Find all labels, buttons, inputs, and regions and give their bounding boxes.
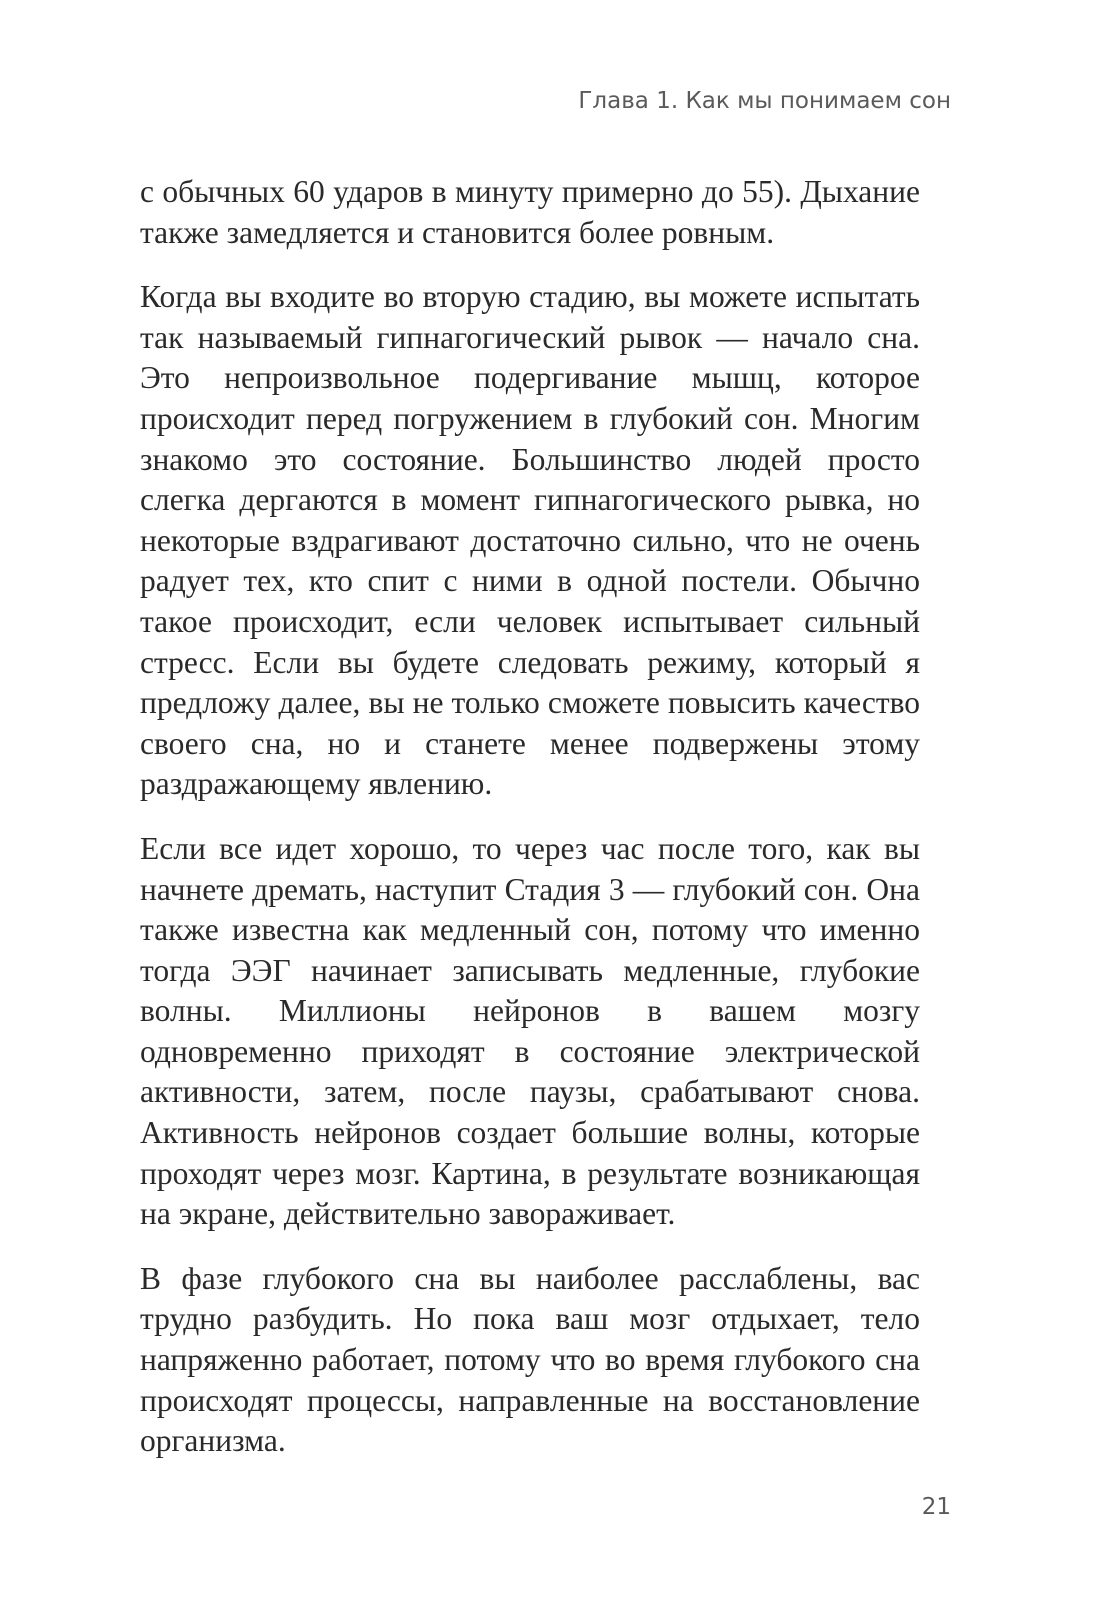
paragraph-1: с обычных 60 ударов в минуту примерно до 55). Дыхание также замедляется и становится более ровным. [140,174,920,250]
running-header: Глава 1. Как мы понимаем сон [578,88,951,114]
paragraph-3: Если все идет хорошо, то через час после того, как вы начнете дремать, наступит Стадия 3 — глубокий сон. Она также известна как медленный сон, потому что именно тогда ЭЭГ начинает записывать медленные, глубокие волны. Миллионы нейронов в вашем мозгу одновременно приходят в состояние электрической активности, затем, после паузы, срабатывают снова. Активность нейронов создает большие волны, которые проходят через мозг. Картина, в результате возникающая на экране, действительно завораживает. [140,830,920,1232]
body-text [140,172,920,1462]
paragraph-2: Когда вы входите во вторую стадию, вы можете испытать так называемый гипнагогический рывок — начало сна. Это непроизвольное подергивание мышц, которое происходит перед погружением в глубокий сон. Многим знакомо это состояние. Большинство людей просто слегка дергаются в момент гипнагогического рывка, но некоторые вздрагивают достаточно сильно, что не очень радует тех, кто спит с ними в одной постели. Обычно такое происходит, если человек испытывает сильный стресс. Если вы будете следовать режиму, который я предложу далее, вы не только сможете повысить качество своего сна, но и станете менее подвержены этому раздражающему явлению. [140,279,920,802]
page-number: 21 [921,1494,951,1520]
paragraph-4: В фазе глубокого сна вы наиболее расслаблены, вас трудно разбудить. Но пока ваш мозг отдыхает, тело напряженно работает, потому что во время глубокого сна происходят процессы, направленные на восстановление организма. [140,1260,920,1459]
